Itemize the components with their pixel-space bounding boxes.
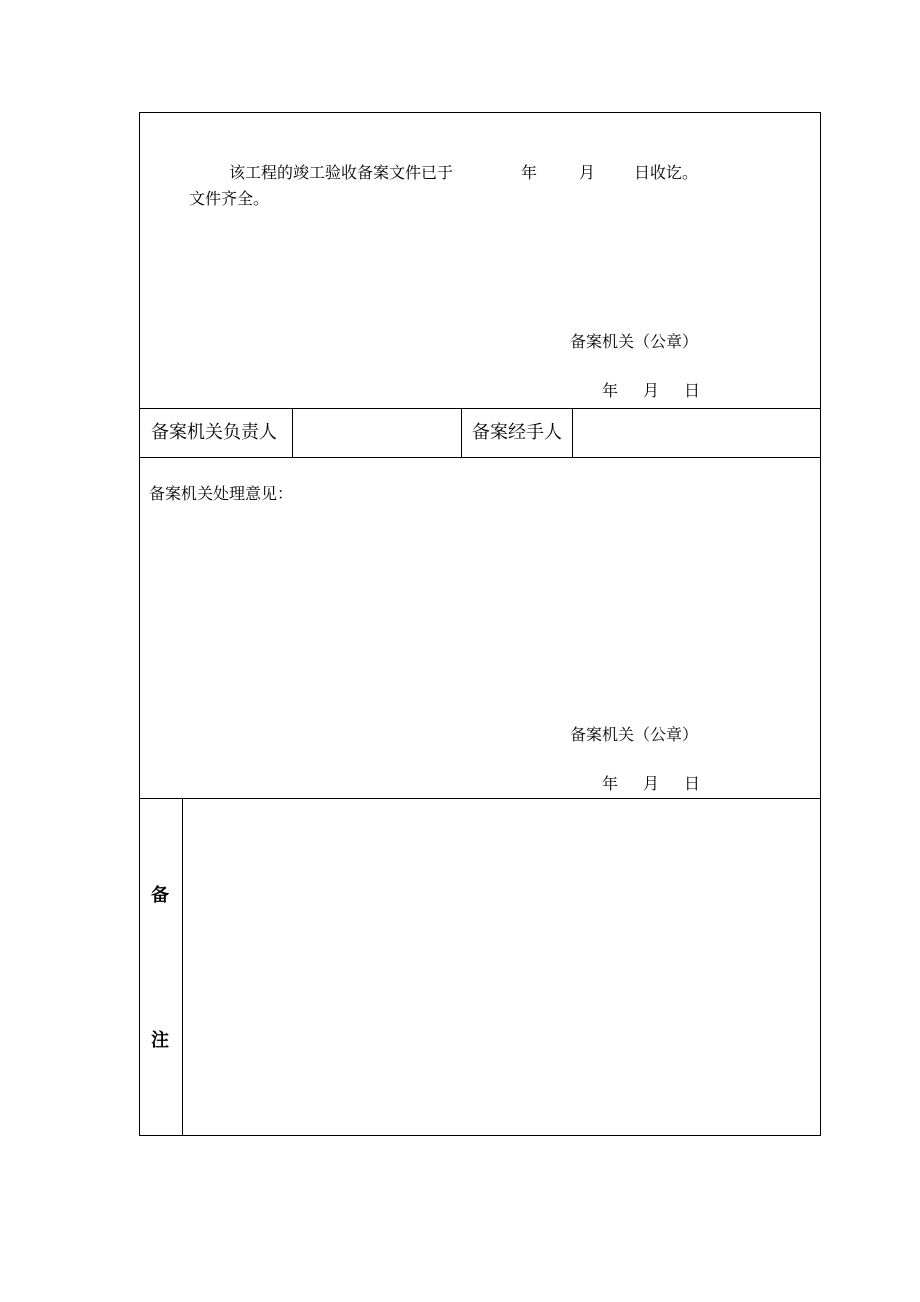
divider-line (292, 408, 293, 457)
divider-line (140, 798, 820, 799)
filing-authority-head-field[interactable] (294, 410, 460, 456)
remarks-content-field[interactable] (185, 801, 819, 1133)
opinion-date-month: 月 (643, 774, 660, 793)
divider-line (572, 408, 573, 457)
receipt-day-suffix: 日收讫。 (634, 163, 699, 182)
receipt-year-label: 年 (521, 163, 538, 182)
receipt-date-month: 月 (643, 381, 660, 400)
filing-handler-field[interactable] (574, 410, 820, 456)
opinion-label: 备案机关处理意见： (149, 484, 294, 503)
filing-authority-head-label: 备案机关负责人 (151, 422, 277, 443)
receipt-date-day: 日 (684, 381, 701, 400)
filing-form-table (139, 112, 821, 1136)
receipt-sentence-start: 该工程的竣工验收备案文件已于 (229, 163, 454, 182)
divider-line (461, 408, 462, 457)
receipt-month-label: 月 (579, 163, 596, 182)
opinion-seal-label: 备案机关（公章） (570, 725, 699, 744)
divider-line (182, 798, 183, 1135)
filing-handler-label: 备案经手人 (472, 422, 562, 443)
remarks-label-char-1: 备 (151, 885, 169, 906)
divider-line (140, 408, 820, 409)
remarks-label-char-2: 注 (151, 1030, 169, 1051)
receipt-seal-label: 备案机关（公章） (570, 332, 699, 351)
opinion-date-day: 日 (684, 774, 701, 793)
receipt-documents-complete: 文件齐全。 (189, 189, 270, 208)
receipt-date-year: 年 (602, 381, 619, 400)
opinion-date-year: 年 (602, 774, 619, 793)
divider-line (140, 457, 820, 458)
